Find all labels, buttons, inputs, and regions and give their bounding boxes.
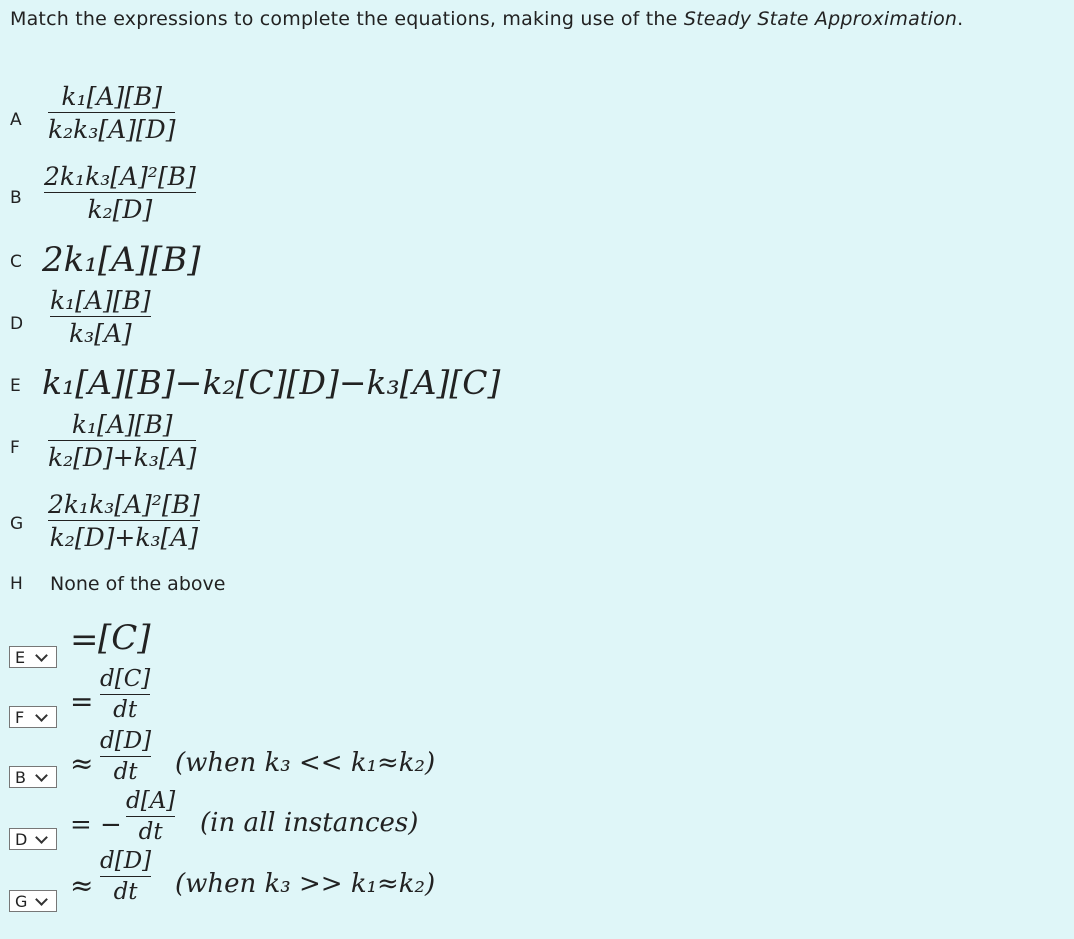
- equation-2-relation: =: [70, 685, 94, 718]
- option-h-text: None of the above: [50, 573, 226, 595]
- equation-5-condition: (when k₃ >> k₁≈k₂): [175, 869, 436, 899]
- option-c-expression: 2k₁[A][B]: [42, 240, 201, 280]
- fraction-bar: [100, 756, 151, 757]
- question-prefix: Match the expressions to complete the equations, making use of the: [10, 8, 684, 30]
- option-d-expression: [50, 288, 151, 346]
- question-text: [10, 8, 963, 30]
- option-letter-b: B: [10, 188, 22, 208]
- fraction-bar: [50, 316, 151, 317]
- option-b-numerator: 2k₁k₃[A]²[B]: [44, 162, 196, 191]
- option-f-numerator: k₁[A][B]: [71, 410, 173, 439]
- answer-select-1-value: E: [15, 647, 26, 667]
- answer-select-5-value: G: [15, 891, 28, 911]
- answer-select-2-value: F: [15, 707, 25, 727]
- option-a-denominator: k₂k₃[A][D]: [48, 115, 176, 144]
- equation-5-denominator: dt: [113, 879, 138, 905]
- option-letter-e: E: [10, 376, 21, 396]
- fraction-bar: [100, 876, 151, 877]
- option-letter-a: A: [10, 110, 22, 130]
- option-letter-h: H: [10, 574, 23, 594]
- answer-select-4[interactable]: [9, 828, 57, 850]
- equation-1-relation: =: [70, 620, 99, 660]
- equation-2-numerator: d[C]: [100, 666, 151, 692]
- option-a-numerator: k₁[A][B]: [61, 82, 163, 111]
- equation-3-rhs: [100, 730, 151, 784]
- equation-3-denominator: dt: [113, 759, 138, 785]
- chevron-down-icon: [35, 709, 48, 722]
- fraction-bar: [48, 440, 196, 441]
- option-letter-f: F: [10, 438, 20, 458]
- fraction-bar: [48, 520, 200, 521]
- equation-2-denominator: dt: [113, 697, 138, 723]
- equation-4-condition: (in all instances): [200, 808, 419, 838]
- answer-select-3-value: B: [15, 767, 26, 787]
- option-f-denominator: k₂[D]+k₃[A]: [48, 443, 197, 472]
- equation-4-rhs: [126, 790, 175, 844]
- answer-select-4-value: D: [15, 829, 28, 849]
- option-b-expression: [44, 164, 196, 222]
- option-letter-c: C: [10, 252, 22, 272]
- answer-select-1[interactable]: [9, 646, 57, 668]
- chevron-down-icon: [35, 649, 48, 662]
- option-d-denominator: k₃[A]: [68, 319, 132, 348]
- option-f-expression: [48, 412, 196, 470]
- chevron-down-icon: [35, 831, 48, 844]
- option-letter-g: G: [10, 514, 24, 534]
- fraction-bar: [44, 192, 196, 193]
- equation-3-numerator: d[D]: [100, 728, 152, 754]
- equation-4-numerator: d[A]: [126, 788, 176, 814]
- option-g-expression: [48, 492, 200, 550]
- equation-5-relation: ≈: [70, 869, 94, 902]
- option-b-denominator: k₂[D]: [87, 195, 153, 224]
- equation-3-relation: ≈: [70, 747, 94, 780]
- chevron-down-icon: [35, 769, 48, 782]
- equation-5-numerator: d[D]: [100, 848, 152, 874]
- fraction-bar: [48, 112, 175, 113]
- option-a-expression: [48, 84, 175, 142]
- option-e-expression: k₁[A][B]−k₂[C][D]−k₃[A][C]: [42, 363, 501, 402]
- chevron-down-icon: [35, 893, 48, 906]
- equation-4-relation: = −: [70, 810, 122, 840]
- fraction-bar: [126, 816, 175, 817]
- question-suffix: .: [957, 8, 964, 30]
- option-letter-d: D: [10, 314, 24, 334]
- equation-2-rhs: [100, 668, 150, 722]
- fraction-bar: [100, 694, 150, 695]
- option-g-denominator: k₂[D]+k₃[A]: [49, 523, 199, 552]
- equation-3-condition: (when k₃ << k₁≈k₂): [175, 748, 436, 778]
- equation-1-rhs: [C]: [98, 618, 151, 658]
- equation-4-denominator: dt: [138, 819, 163, 845]
- equation-5-rhs: [100, 850, 151, 904]
- option-d-numerator: k₁[A][B]: [50, 286, 151, 315]
- option-g-numerator: 2k₁k₃[A]²[B]: [48, 490, 200, 519]
- question-emphasis: Steady State Approximation: [683, 8, 958, 30]
- answer-select-5[interactable]: [9, 890, 57, 912]
- answer-select-3[interactable]: [9, 766, 57, 788]
- answer-select-2[interactable]: [9, 706, 57, 728]
